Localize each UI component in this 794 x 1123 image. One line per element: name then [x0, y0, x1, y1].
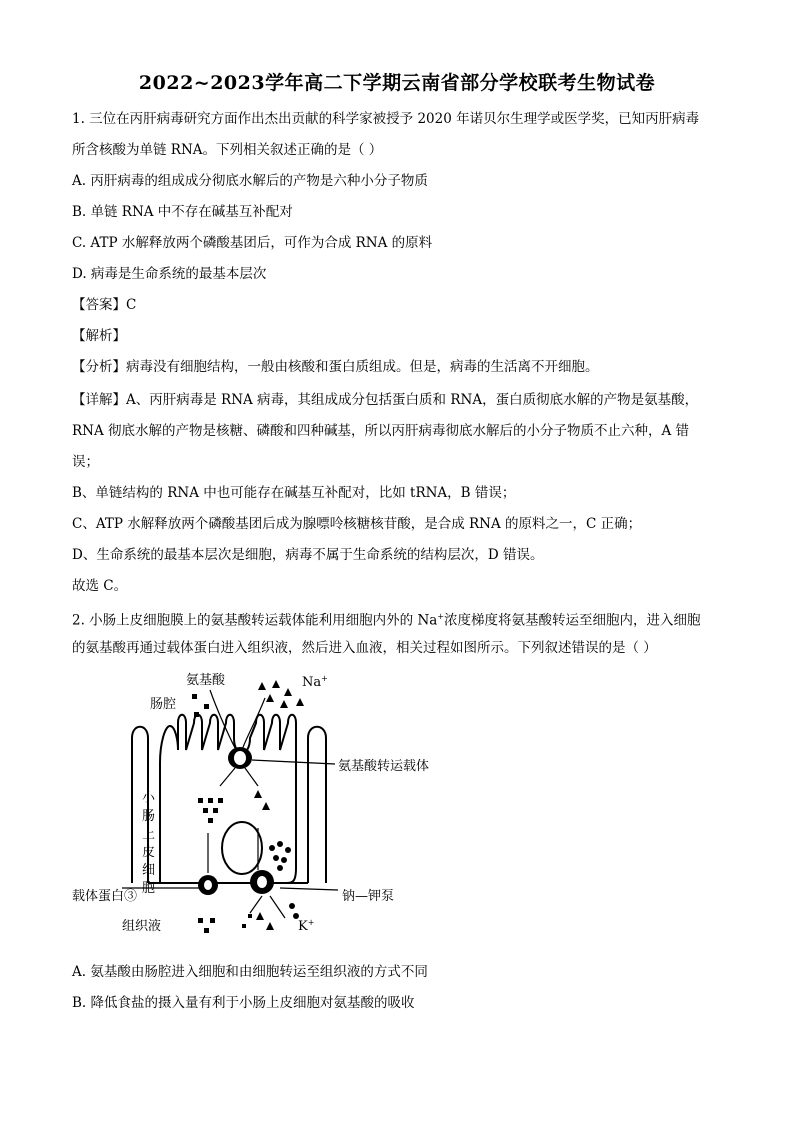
q1-stem-line-2: 所含核酸为单链 RNA。下列相关叙述正确的是（ ） — [72, 142, 383, 158]
q2-option-b: B. 降低食盐的摄入量有利于小肠上皮细胞对氨基酸的吸收 — [72, 995, 415, 1011]
transporter-leader — [252, 760, 335, 764]
right-villus — [308, 727, 326, 883]
q1-option-b: B. 单链 RNA 中不存在碱基互补配对 — [72, 204, 293, 220]
xiangjie-tag: 【详解】 — [72, 392, 126, 408]
q2-stem-line-2: 的氨基酸再通过载体蛋白进入组织液，然后进入血液，相关过程如图所示。下列叙述错误的是（ ） — [72, 640, 657, 656]
arrow-down-right — [245, 768, 258, 786]
label-potassium: K+ — [298, 918, 315, 934]
svg-text:皮: 皮 — [142, 845, 156, 860]
q1-detail-line-6: D、生命系统的最基本层次是细胞，病毒不属于生命系统的结构层次，D 错误。 — [72, 547, 544, 563]
label-tissue-fluid: 组织液 — [122, 919, 162, 934]
svg-text:小: 小 — [142, 791, 156, 806]
q2-stem-part-a: 2. 小肠上皮细胞膜上的氨基酸转运载体能利用细胞内外的 Na — [72, 612, 438, 629]
fenxi-tag: 【分析】 — [72, 359, 126, 375]
q1-answer — [72, 296, 136, 314]
label-transporter: 氨基酸转运载体 — [338, 759, 430, 774]
q1-detail-line-3: 误； — [72, 454, 99, 470]
cell-transport-figure — [70, 668, 430, 950]
q1-option-d: D. 病毒是生命系统的最基本层次 — [72, 266, 267, 282]
svg-text:胞: 胞 — [142, 881, 156, 896]
label-sodium: Na+ — [302, 674, 328, 690]
label-amino-acid: 氨基酸 — [186, 673, 226, 688]
q1-fenxi — [72, 358, 599, 376]
arrow-k-in — [270, 896, 285, 918]
q1-detail-line-5: C、ATP 水解释放两个磷酸基团后成为腺嘌呤核糖核苷酸，是合成 RNA 的原料之一，C 正确； — [72, 516, 642, 532]
q1-option-c: C. ATP 水解释放两个磷酸基团后，可作为合成 RNA 的原料 — [72, 235, 433, 251]
q2-option-a: A. 氨基酸由肠腔进入细胞和由细胞转运至组织液的方式不同 — [72, 964, 428, 980]
answer-tag: 【答案】 — [72, 297, 126, 313]
carrier-protein — [198, 875, 218, 895]
q1-detail-line-1 — [72, 391, 698, 409]
q1-conclusion: 故选 C。 — [72, 578, 128, 594]
arrow-pump-out — [250, 896, 262, 913]
arrow-down-left — [220, 768, 235, 786]
q1-analysis-tag: 【解析】 — [72, 328, 126, 344]
page-title: 2022~2023学年高二下学期云南省部分学校联考生物试卷 — [138, 72, 656, 94]
answer-value: C — [126, 297, 137, 313]
svg-text:肠: 肠 — [142, 809, 156, 824]
q2-stem-part-b: 浓度梯度将氨基酸转运至细胞内，进入细胞 — [444, 612, 701, 629]
amino-acid-transporter — [228, 747, 252, 769]
q1-detail-line-4: B、单链结构的 RNA 中也可能存在碱基互补配对，比如 tRNA，B 错误； — [72, 485, 516, 501]
svg-text:细: 细 — [142, 863, 156, 878]
svg-text:上: 上 — [142, 827, 156, 842]
q1-option-a: A. 丙肝病毒的组成成分彻底水解后的产物是六种小分子物质 — [72, 173, 428, 189]
q2-stem-line-1 — [72, 608, 701, 630]
arrow-amino-in — [210, 690, 236, 750]
q1-stem-line-1: 1. 三位在丙肝病毒研究方面作出杰出贡献的科学家被授予 2020 年诺贝尔生理学或医学奖，已知丙肝病毒 — [72, 111, 700, 127]
q2-stem-sup: + — [437, 612, 445, 621]
pump-leader — [280, 888, 338, 890]
label-pump: 钠—钾泵 — [342, 889, 395, 904]
detail-text-1: A、丙肝病毒是 RNA 病毒，其组成成分包括蛋白质和 RNA，蛋白质彻底水解的产物是氨基酸， — [126, 392, 699, 408]
fenxi-text: 病毒没有细胞结构，一般由核酸和蛋白质组成。但是，病毒的生活离不开细胞。 — [126, 359, 599, 375]
arrow-na-in — [242, 698, 265, 750]
label-carrier-protein: 载体蛋白③ — [72, 889, 138, 904]
nucleus — [222, 822, 262, 874]
sodium-potassium-pump — [250, 870, 274, 894]
q1-detail-line-2: RNA 彻底水解的产物是核糖、磷酸和四种碱基，所以丙肝病毒彻底水解后的小分子物质不止六种，A 错 — [72, 423, 690, 439]
label-lumen: 肠腔 — [150, 697, 177, 712]
